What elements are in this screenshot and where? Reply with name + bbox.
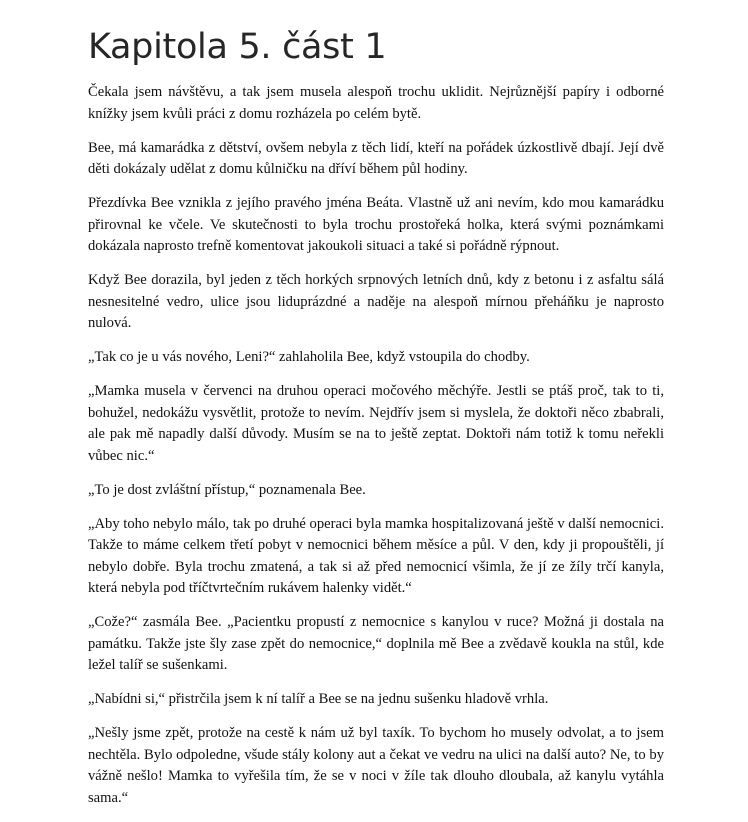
- paragraph: Čekala jsem návštěvu, a tak jsem musela alespoň trochu uklidit. Nejrůznější papíry i odborné knížky jsem kvůli práci z domu rozházela po celém bytě.: [88, 84, 664, 122]
- paragraph: Když Bee dorazila, byl jeden z těch horkých srpnových letních dnů, kdy z betonu i z asfaltu sálá nesnesitelné vedro, ulice jsou liduprázdné a naděje na alespoň mírnou přeháňku je naprosto nulová.: [88, 272, 664, 331]
- document-page: [88, 24, 664, 822]
- paragraph: „Mamka musela v červenci na druhou operaci močového měchýře. Jestli se ptáš proč, tak to ti, bohužel, nedokážu vysvětlit, protože to nevím. Nejdřív jsem si myslela, že doktoři něco zbabrali, ale pak mě napadly další důvody. Musím se na to ještě zeptat. Doktoři nám totiž k tomu neřekli vůbec nic.“: [88, 383, 664, 464]
- paragraph: „Cože?“ zasmála Bee. „Pacientku propustí z nemocnice s kanylou v ruce? Možná ji dostala na památku. Takže jste šly zase zpět do nemocnice,“ doplnila mě Bee a zvědavě koukla na stůl, kde ležel talíř se sušenkami.: [88, 614, 664, 673]
- paragraph: „Nabídni si,“ přistrčila jsem k ní talíř a Bee se na jednu sušenku hladově vrhla.: [88, 691, 549, 707]
- chapter-title: Kapitola 5. část 1: [88, 27, 387, 67]
- paragraph: „Nešly jsme zpět, protože na cestě k nám už byl taxík. To bychom ho musely odvolat, a to jsem nechtěla. Bylo odpoledne, všude stály kolony aut a čekat ve vedru na ulici na další auto? Ne, to by vážně nešlo! Mamka to vyřešila tím, že se v noci v žíle tak dlouho dloubala, až kanylu vytáhla sama.“: [88, 725, 664, 806]
- paragraph: Bee, má kamarádka z dětství, ovšem nebyla z těch lidí, kteří na pořádek úzkostlivě dbají. Její dvě děti dokázaly udělat z domu kůlničku na dříví během půl hodiny.: [88, 139, 664, 177]
- paragraph: „Tak co je u vás nového, Leni?“ zahlaholila Bee, když vstoupila do chodby.: [88, 349, 530, 365]
- paragraph: „To je dost zvláštní přístup,“ poznamenala Bee.: [88, 481, 366, 498]
- paragraph: Přezdívka Bee vznikla z jejího pravého jména Beáta. Vlastně už ani nevím, kdo mou kamarádku přirovnal ke včele. Ve skutečnosti to byla trochu prostořeká holka, která svými poznámkami dokázala naprosto trefně komentovat jakoukoli situaci a také si pořádně rýpnout.: [88, 195, 664, 254]
- paragraph: „Aby toho nebylo málo, tak po druhé operaci byla mamka hospitalizovaná ještě v další nemocnici. Takže to máme celkem třetí pobyt v nemocnici během měsíce a půl. V den, kdy ji propouštěli, jí nebylo dobře. Byla trochu zmatená, a tak si až před nemocnicí všimla, že jí ze žíly trčí kanyla, která nebyla pod tříčtvrtečním rukávem halenky vidět.“: [88, 515, 664, 596]
